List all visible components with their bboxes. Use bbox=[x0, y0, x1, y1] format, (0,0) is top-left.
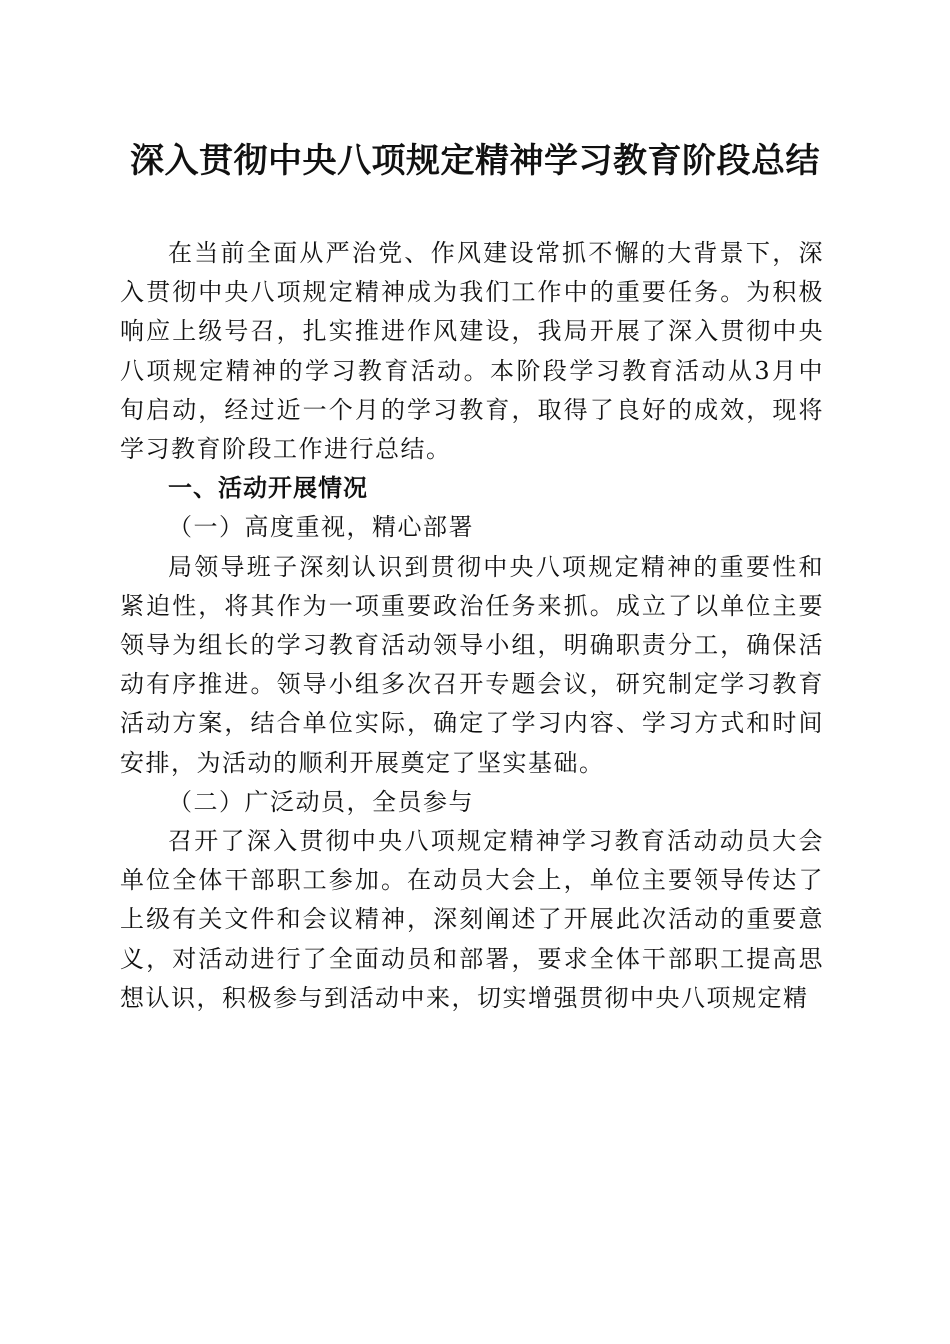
section-heading-1: 一、活动开展情况 bbox=[168, 474, 368, 503]
subsection-paragraph-1: 局领导班子深刻认识到贯彻中央八项规定精神的重要性和紧迫性，将其作为一项重要政治任务来抓。成立了以单位主要领导为组长的学习教育活动领导小组，明确职责分工，确保活动有序推进。领导小组多次召开专题会议，研究制定学习教育活动方案，结合单位实际，确定了学习内容、学习方式和时间安排，为活动的顺利开展奠定了坚实基础。 bbox=[120, 552, 824, 777]
intro-paragraph: 在当前全面从严治党、作风建设常抓不懈的大背景下，深入贯彻中央八项规定精神成为我们工作中的重要任务。为积极响应上级号召，扎实推进作风建设，我局开展了深入贯彻中央八项规定精神的学习教育活动。本阶段学习教育活动从3月中旬启动，经过近一个月的学习教育，取得了良好的成效，现将学习教育阶段工作进行总结。 bbox=[120, 239, 824, 464]
subsection-heading-1: （一）高度重视，精心部署 bbox=[168, 513, 474, 542]
subsection-paragraph-2: 召开了深入贯彻中央八项规定精神学习教育活动动员大会单位全体干部职工参加。在动员大会上，单位主要领导传达了上级有关文件和会议精神，深刻阐述了开展此次活动的重要意义，对活动进行了全面动员和部署，要求全体干部职工提高思想认识，积极参与到活动中来，切实增强贯彻中央八项规定精 bbox=[120, 827, 824, 1012]
document-title: 深入贯彻中央八项规定精神学习教育阶段总结 bbox=[130, 141, 820, 181]
document-body bbox=[120, 234, 824, 1018]
subsection-heading-2: （二）广泛动员，全员参与 bbox=[168, 787, 474, 816]
